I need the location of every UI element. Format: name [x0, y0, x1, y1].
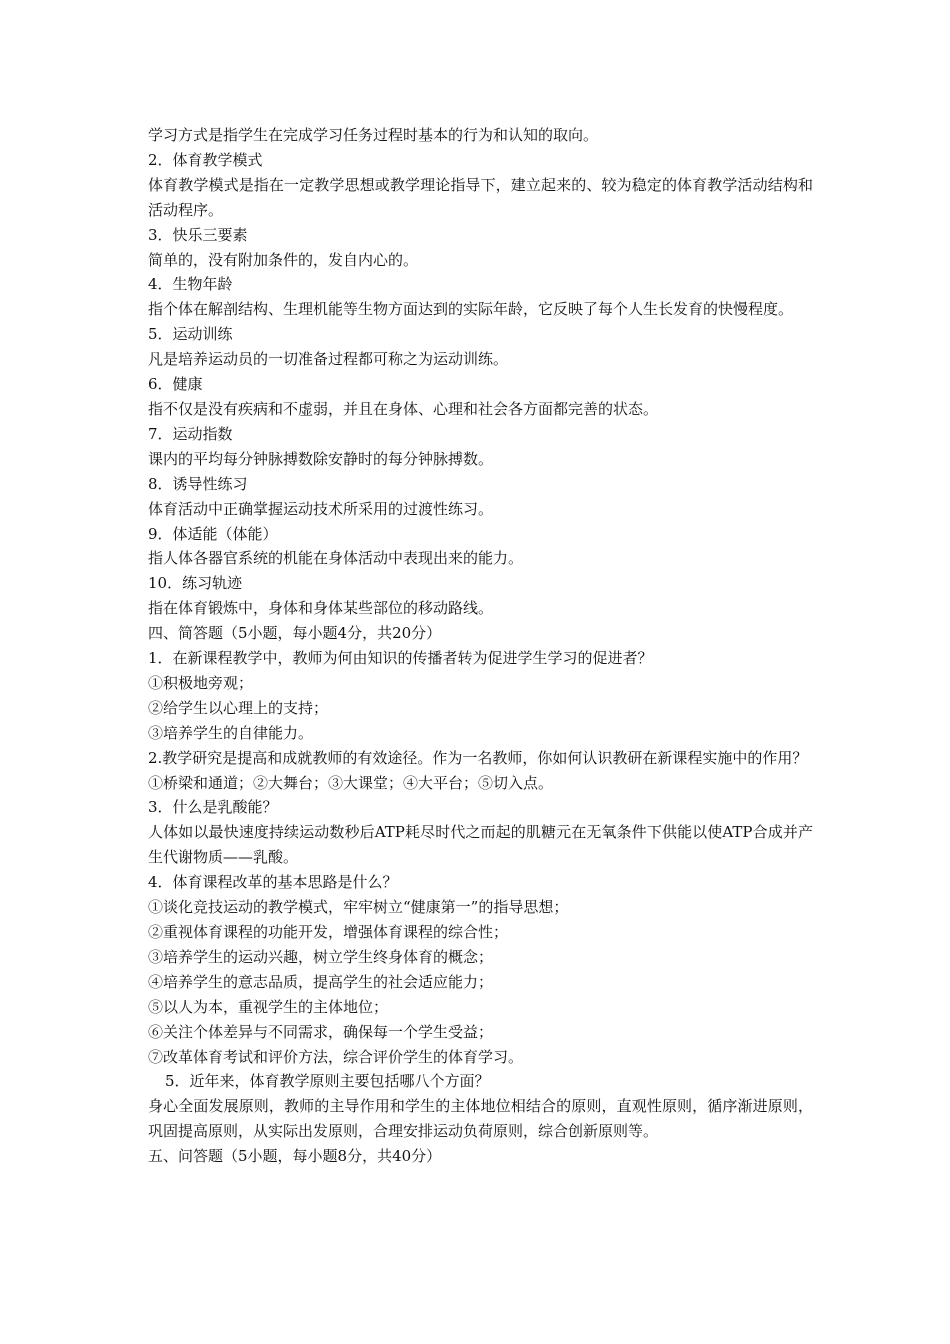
- term-heading: 4．生物年龄: [148, 275, 233, 294]
- paragraph: 指个体在解剖结构、生理机能等生物方面达到的实际年龄，它反映了每个人生长发育的快慢程度。: [148, 300, 794, 319]
- answer-item: ①积极地旁观；: [148, 673, 254, 692]
- question: 3．什么是乳酸能？: [148, 798, 278, 817]
- answer-item: ②给学生以心理上的支持；: [148, 698, 329, 717]
- answer-item: ①桥梁和通道；②大舞台；③大课堂；④大平台；⑤切入点。: [148, 773, 554, 792]
- term-heading: 2．体育教学模式: [148, 150, 263, 169]
- term-heading: 5．运动训练: [148, 325, 233, 344]
- term-heading: 8．诱导性练习: [148, 474, 248, 493]
- term-heading: 6．健康: [148, 375, 203, 394]
- question: 4．体育课程改革的基本思路是什么？: [148, 873, 398, 892]
- paragraph: 指在体育锻炼中，身体和身体某些部位的移动路线。: [148, 599, 494, 618]
- paragraph: 凡是培养运动员的一切准备过程都可称之为运动训练。: [148, 350, 509, 369]
- paragraph: 学习方式是指学生在完成学习任务过程时基本的行为和认知的取向。: [148, 126, 599, 144]
- answer-item: ②重视体育课程的功能开发，增强体育课程的综合性；: [148, 923, 509, 941]
- paragraph: 指人体各器官系统的机能在身体活动中表现出来的能力。: [148, 549, 524, 568]
- section-heading: 四、简答题（5小题，每小题4分，共20分）: [148, 624, 442, 643]
- term-heading: 10．练习轨迹: [148, 574, 243, 593]
- term-heading: 7．运动指数: [148, 424, 233, 443]
- paragraph: 简单的，没有附加条件的，发自内心的。: [148, 250, 419, 269]
- section-heading: 五、问答题（5小题，每小题8分，共40分）: [148, 1147, 442, 1166]
- paragraph: 体育教学模式是指在一定教学思想或教学理论指导下，建立起来的、较为稳定的体育教学活动结构和活动程序。: [148, 175, 813, 219]
- question: 2.教学研究是提高和成就教师的有效途径。作为一名教师，你如何认识教研在新课程实施中的作用？: [148, 748, 808, 767]
- paragraph: 人体如以最快速度持续运动数秒后ATP耗尽时代之而起的肌糖元在无氧条件下供能以使ATP合成并产生代谢物质——乳酸。: [148, 823, 813, 867]
- paragraph: 指不仅是没有疾病和不虚弱，并且在身体、心理和社会各方面都完善的状态。: [148, 399, 659, 418]
- paragraph: 课内的平均每分钟脉搏数除安静时的每分钟脉搏数。: [148, 449, 494, 468]
- answer-item: ④培养学生的意志品质，提高学生的社会适应能力；: [148, 972, 494, 991]
- answer-item: ①谈化竞技运动的教学模式，牢牢树立“健康第一”的指导思想；: [148, 898, 569, 917]
- question: 1．在新课程教学中，教师为何由知识的传播者转为促进学生学习的促进者？: [148, 649, 653, 668]
- answer-item: ⑥关注个体差异与不同需求，确保每一个学生受益；: [148, 1022, 494, 1041]
- paragraph: 身心全面发展原则，教师的主导作用和学生的主体地位相结合的原则，直观性原则，循序渐进原则，巩固提高原则，从实际出发原则，合理安排运动负荷原则，综合创新原则等。: [148, 1097, 813, 1141]
- answer-item: ⑦改革体育考试和评价方法，综合评价学生的体育学习。: [148, 1047, 524, 1066]
- term-heading: 3．快乐三要素: [148, 225, 248, 244]
- answer-item: ③培养学生的运动兴趣，树立学生终身体育的概念；: [148, 947, 494, 966]
- answer-item: ⑤以人为本，重视学生的主体地位；: [148, 997, 389, 1016]
- answer-item: ③培养学生的自律能力。: [148, 723, 314, 742]
- question: 5．近年来，体育教学原则主要包括哪八个方面？: [165, 1072, 490, 1091]
- document-body: [145, 123, 813, 1169]
- paragraph: 体育活动中正确掌握运动技术所采用的过渡性练习。: [148, 499, 494, 518]
- term-heading: 9．体适能（体能）: [148, 524, 278, 543]
